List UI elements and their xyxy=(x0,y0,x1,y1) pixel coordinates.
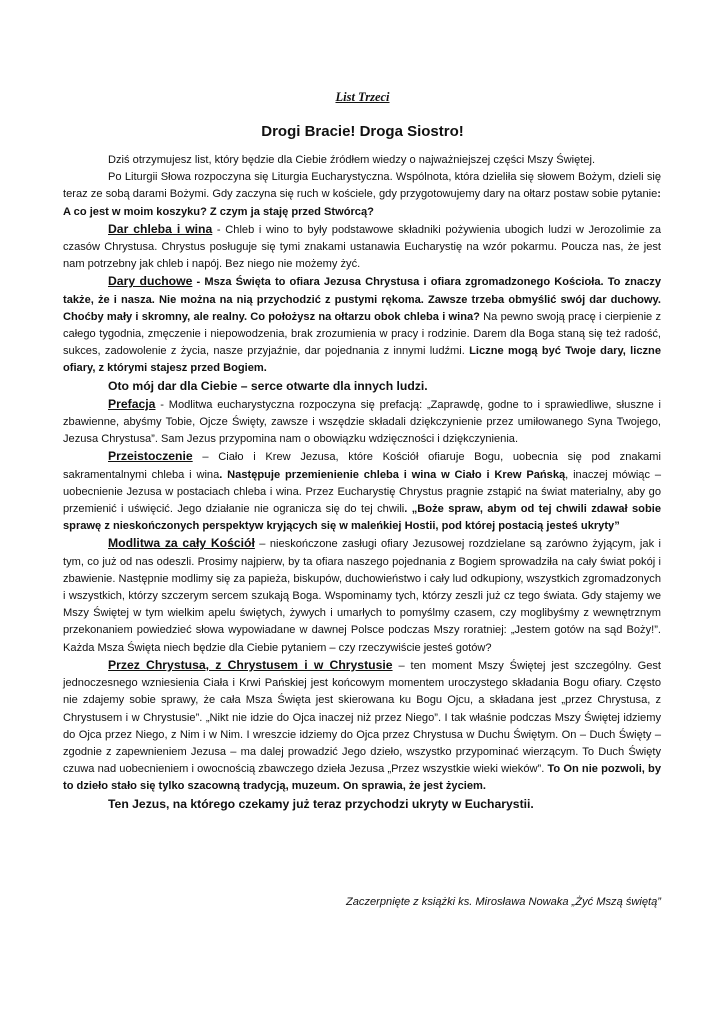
prayer-church-paragraph xyxy=(63,535,661,656)
prayer-church-heading: Modlitwa za cały Kościół xyxy=(108,536,255,551)
closing-line: Ten Jezus, na którego czekamy już teraz przychodzi ukryty w Eucharystii. xyxy=(108,796,534,811)
letter-title: List Trzeci xyxy=(335,90,390,104)
doxology-bold: To On nie pozwoli, by to dzieło stało się tylko szacowną tradycją, muzeum. On sprawia, że jest życiem. xyxy=(63,763,661,793)
consecration-bold-2: . „Boże spraw, abym od tej chwili zdawał sobie sprawę z nieskończonych perspektyw kryjących się w maleńkiej Hostii, pod której postacią jesteś ukryty” xyxy=(63,503,661,533)
consecration-heading: Przeistoczenie xyxy=(108,449,193,464)
source-citation: Zaczerpnięte z książki ks. Mirosława Nowaka „Żyć Mszą świętą” xyxy=(345,896,661,908)
spiritual-gifts-paragraph xyxy=(63,273,661,377)
intro-paragraph xyxy=(63,152,661,169)
letter-body xyxy=(63,152,661,814)
consecration-text-2: , inaczej mówiąc – uobecnienie Jezusa w postaciach chleba i wina. Przez Eucharystię Chrystus pragnie zstąpić na świat materialny, aby go przemienić i uświęcić. Jego działanie nie ogranicza się do tej chwili xyxy=(63,468,661,516)
consecration-paragraph xyxy=(63,448,661,535)
doxology-heading: Przez Chrystusa, z Chrystusem i w Chrystusie xyxy=(108,657,393,672)
bread-wine-text: - Chleb i wino to były podstawowe składniki pożywienia ubogich ludzi w Jerozolimie za czasów Chrystusa. Chrystus posługuje się tymi znakami ustanawia Eucharystię na wzór pokarmu. Poucza nas, że jest nam potrzebny jak chleb i napój. Bez niego nie możemy żyć. xyxy=(63,223,661,271)
preface-paragraph xyxy=(63,396,661,449)
intro-text: Dziś otrzymujesz list, który będzie dla Ciebie źródłem wiedzy o najważniejszej części Mszy Świętej. xyxy=(108,154,596,166)
prayer-church-text: – nieskończone zasługi ofiary Jezusowej rozdzielane są zarówno żyjącym, jak i tym, co już od nas odeszli. Prosimy najpierw, by ta ofiara naszego pojednania z Bogiem sprowadziła na cały świat pokój i zbawienie. Następnie modlimy się za papieża, biskupów, duchowieństwo i cały lud odkupiony, wszystkich zgromadzonych i wszystkich, którzy szczerym sercem szukają Boga. Wspominamy tych, którzy zeszli już cz tego świata. Gdy stajemy we Mszy Świętej w tym wielkim apelu świętych, żywych i umarłych to pomyślmy czasem, czy moglibyśmy z wewnętrznym przekonaniem powiedzieć słowa wypowiadane w dawnej Polsce podczas Mszy roratniej: „Jestem gotów na sąd Boży!”. Każda Msza Święta niech będzie dla Ciebie pytaniem – czy rzeczywiście jesteś gotów? xyxy=(63,538,661,654)
bread-wine-heading: Dar chleba i wina xyxy=(108,221,213,236)
consecration-text-1: – Ciało i Krew Jezusa, które Kościół ofiaruje Bogu, uobecnia się pod znakami sakramentalnymi chleba i wina xyxy=(63,451,661,481)
preface-text: - Modlitwa eucharystyczna rozpoczyna się prefacją: „Zaprawdę, godne to i sprawiedliwe, słuszne i zbawienne, abyśmy Tobie, Ojcze Święty, zawsze i wszędzie składali dziękczynienie przez umiłowanego Syna Twojego, Jezusa Chrystusa”. Sam Jezus przypomina nam o obowiązku wdzięczności i dziękczynienia. xyxy=(63,398,661,446)
spiritual-gifts-heading: Dary duchowe xyxy=(108,274,193,289)
doxology-text: – ten moment Mszy Świętej jest szczególny. Gest jednoczesnego wzniesienia Ciała i Krwi Pańskiej jest końcowym momentem uroczystego składania Bogu ofiary. Często nie zdajemy sobie sprawy, że cała Msza Święta jest skierowana ku Bogu Ojcu, a składana jest „przez Chrystusa, z Chrystusem i w Chrystusie”. „Nikt nie idzie do Ojca inaczej niż przez Niego”. I tak właśnie podczas Mszy Świętej idziemy do Ojca przez Niego, z Nim i w Nim. I wreszcie idziemy do Ojca przez Chrystusa w Duchu Świętym. On – Duch Święty – zgodnie z zapewnieniem Jezusa – ma dalej prowadzić Jego dzieło, wszystko przypominać wierzącym. To Duch Święty czuwa nad uobecnieniem i owocnością zbawczego dzieła Jezusa „Przez wszystkie wieki wieków”. xyxy=(63,659,662,776)
consecration-bold-1: . Następuje przemienienie chleba i wina w Ciało i Krew Pańską xyxy=(219,468,566,481)
closing-paragraph xyxy=(63,796,661,814)
my-gift-paragraph xyxy=(63,378,661,396)
liturgy-paragraph xyxy=(63,169,661,221)
spiritual-gifts-bold-text: - Msza Święta to ofiara Jezusa Chrystusa i ofiara zgromadzonego Kościoła. To znaczy także, że i nasza. Nie można na nią przychodzić z pustymi rękoma. Zawsze trzeba obmyślić swój dar duchowy. Choćby mały i skromny, ale realny. Co położysz na ołtarzu obok chleba i wina? xyxy=(63,276,661,323)
doxology-paragraph xyxy=(63,657,661,796)
preface-heading: Prefacja xyxy=(108,396,156,411)
spiritual-gifts-text: Na pewno swoją pracę i cierpienie z całego tygodnia, zmęczenie i niepowodzenia, brak zrozumienia w pracy i rodzinie. Darem dla Boga staną się też radość, sukces, zadowolenie z życia, nasze przyjaźnie, dar pojednania z innymi ludźmi. xyxy=(63,310,661,358)
spiritual-gifts-closing: Liczne mogą być Twoje dary, liczne ofiary, z którymi stajesz przed Bogiem. xyxy=(63,345,661,375)
liturgy-text: Po Liturgii Słowa rozpoczyna się Liturgia Eucharystyczna. Wspólnota, która dzieliła się słowem Bożym, dzieli się teraz ze sobą darami Bożymi. Gdy zaczyna się ruch w kościele, gdy przygotowujemy dary na ołtarz postaw sobie pytanie xyxy=(63,171,661,201)
bread-wine-paragraph xyxy=(63,221,661,274)
my-gift-line: Oto mój dar dla Ciebie – serce otwarte dla innych ludzi. xyxy=(108,378,428,393)
key-question: : A co jest w moim koszyku? Z czym ja staję przed Stwórcą? xyxy=(63,188,661,218)
greeting: Drogi Bracie! Droga Siostro! xyxy=(261,123,464,140)
